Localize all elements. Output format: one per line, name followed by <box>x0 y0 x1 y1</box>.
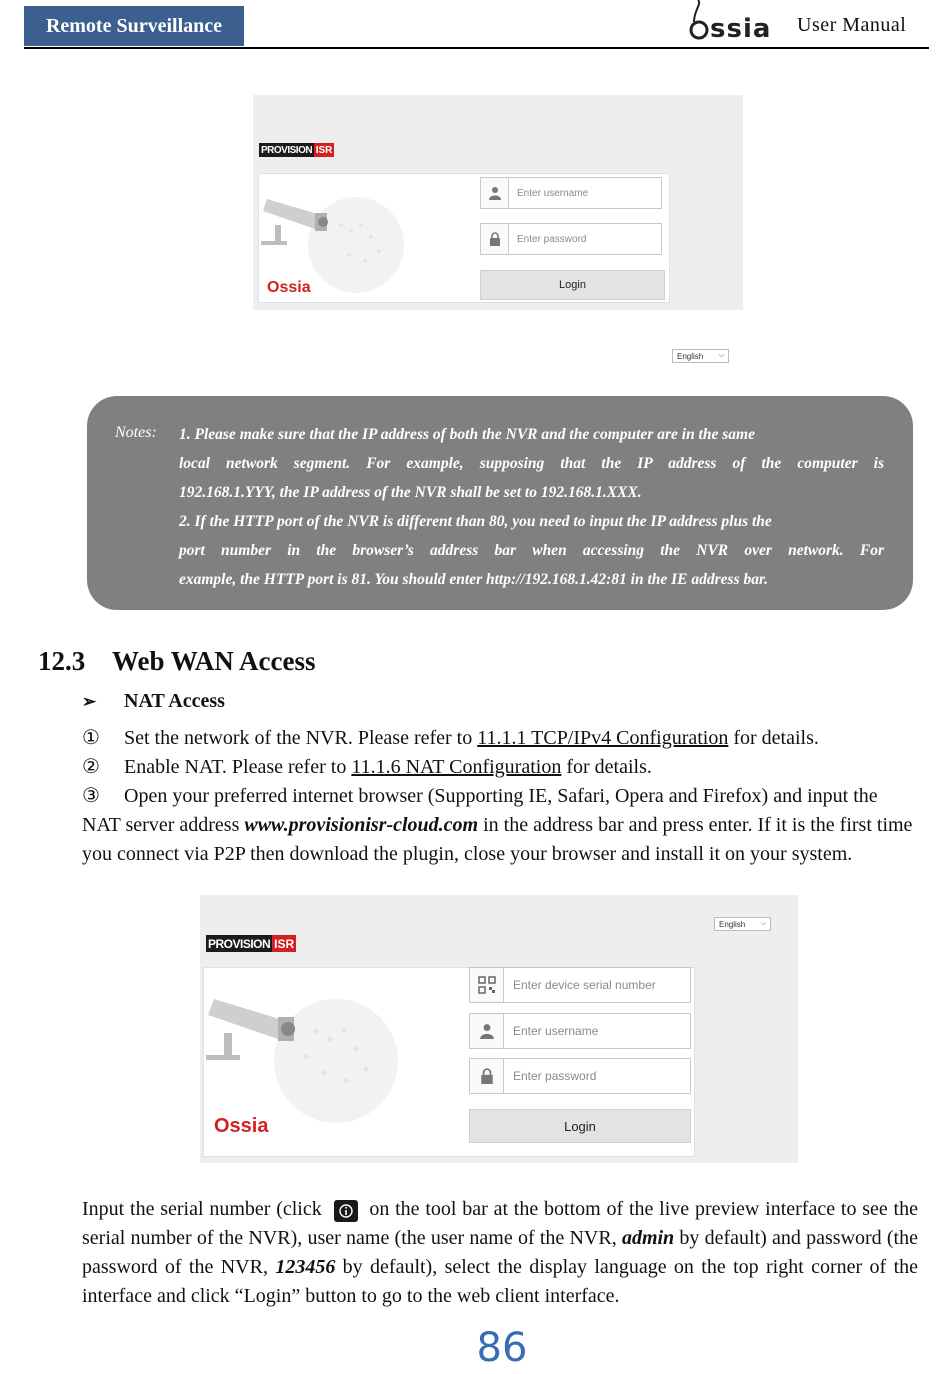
notes-box <box>87 396 913 610</box>
note-line: 1. Please make sure that the IP address of both the NVR and the computer are in the same <box>179 426 755 443</box>
password-field[interactable]: Enter password <box>480 223 662 255</box>
header-rule <box>24 47 929 49</box>
password-field[interactable]: Enter password <box>469 1058 691 1094</box>
login-screenshot-1 <box>253 95 743 310</box>
serial-number-field[interactable]: Enter device serial number <box>469 967 691 1003</box>
page-number: 86 <box>476 1325 528 1371</box>
svg-text:ssia: ssia <box>710 14 772 44</box>
note-line: local network segment. For example, supposing that the IP address of the computer is <box>179 455 884 472</box>
camera-illustration <box>206 981 426 1131</box>
provision-isr-logo: PROVISION ISR <box>261 144 333 156</box>
closing-paragraph: Input the serial number (click on the tool bar at the bottom of the live preview interface to see the serial number of the NVR), user name (the user name of the NVR, admin by default) and password (the password of the NVR, 123456 by default), select the display language on the top right corner of the interface and click “Login” button to go to the web client interface. <box>82 1198 919 1307</box>
lock-icon <box>470 1059 504 1093</box>
login-button[interactable]: Login <box>480 270 665 300</box>
notes-label: Notes: <box>115 424 157 441</box>
section-title: Web WAN Access <box>112 646 316 676</box>
lock-icon <box>481 224 509 254</box>
step-2: ② Enable NAT. Please refer to 11.1.6 NAT Configuration for details. <box>82 756 652 778</box>
section-heading <box>38 646 316 677</box>
note-line: 192.168.1.YYY, the IP address of the NVR shall be set to 192.168.1.XXX. <box>179 484 642 501</box>
default-username: admin <box>621 1227 675 1249</box>
default-password: 123456 <box>275 1256 336 1278</box>
section-tag: Remote Surveillance <box>24 6 244 46</box>
username-field[interactable]: Enter username <box>480 177 662 209</box>
ossia-logo <box>686 0 782 46</box>
step-1: ① Set the network of the NVR. Please refer to 11.1.1 TCP/IPv4 Configuration for details. <box>82 727 819 749</box>
language-select[interactable]: English ⌵ <box>672 349 729 363</box>
login-button[interactable]: Login <box>469 1109 691 1143</box>
ossia-wordmark: Ossia <box>267 279 311 296</box>
ossia-wordmark: Ossia <box>214 1115 269 1137</box>
nat-config-link[interactable]: 11.1.6 NAT Configuration <box>351 756 562 778</box>
user-icon <box>481 178 509 208</box>
header-manual-label: User Manual <box>797 14 907 36</box>
tcp-ipv4-link[interactable]: 11.1.1 TCP/IPv4 Configuration <box>477 727 729 749</box>
user-icon <box>470 1014 504 1048</box>
chevron-down-icon: ⌵ <box>760 920 766 927</box>
nat-server-url: www.provisionisr-cloud.com <box>244 814 479 836</box>
step-3: ③ Open your preferred internet browser (Supporting IE, Safari, Opera and Firefox) and input the NAT server address www.provisionisr-cloud.com in the address bar and press enter. If it is the first time you connect via P2P then download the plugin, close your browser and install it on your system. <box>82 785 913 865</box>
section-number: 12.3 <box>38 646 86 676</box>
qr-code-icon <box>470 968 504 1002</box>
note-line: example, the HTTP port is 81. You should enter http://192.168.1.42:81 in the IE address bar. <box>179 571 769 588</box>
language-select[interactable]: English ⌵ <box>714 917 771 931</box>
username-field[interactable]: Enter username <box>469 1013 691 1049</box>
nat-access-bullet: ➢ NAT Access <box>82 690 225 712</box>
chevron-down-icon: ⌵ <box>718 352 724 359</box>
note-line: 2. If the HTTP port of the NVR is different than 80, you need to input the IP address plus the <box>179 513 772 530</box>
note-line: port number in the browser’s address bar when accessing the NVR over network. For <box>179 542 884 559</box>
provision-isr-logo: PROVISION ISR <box>208 936 295 951</box>
login-screenshot-2 <box>200 895 798 1163</box>
info-icon <box>334 1200 358 1222</box>
arrow-bullet-icon: ➢ <box>82 692 97 711</box>
